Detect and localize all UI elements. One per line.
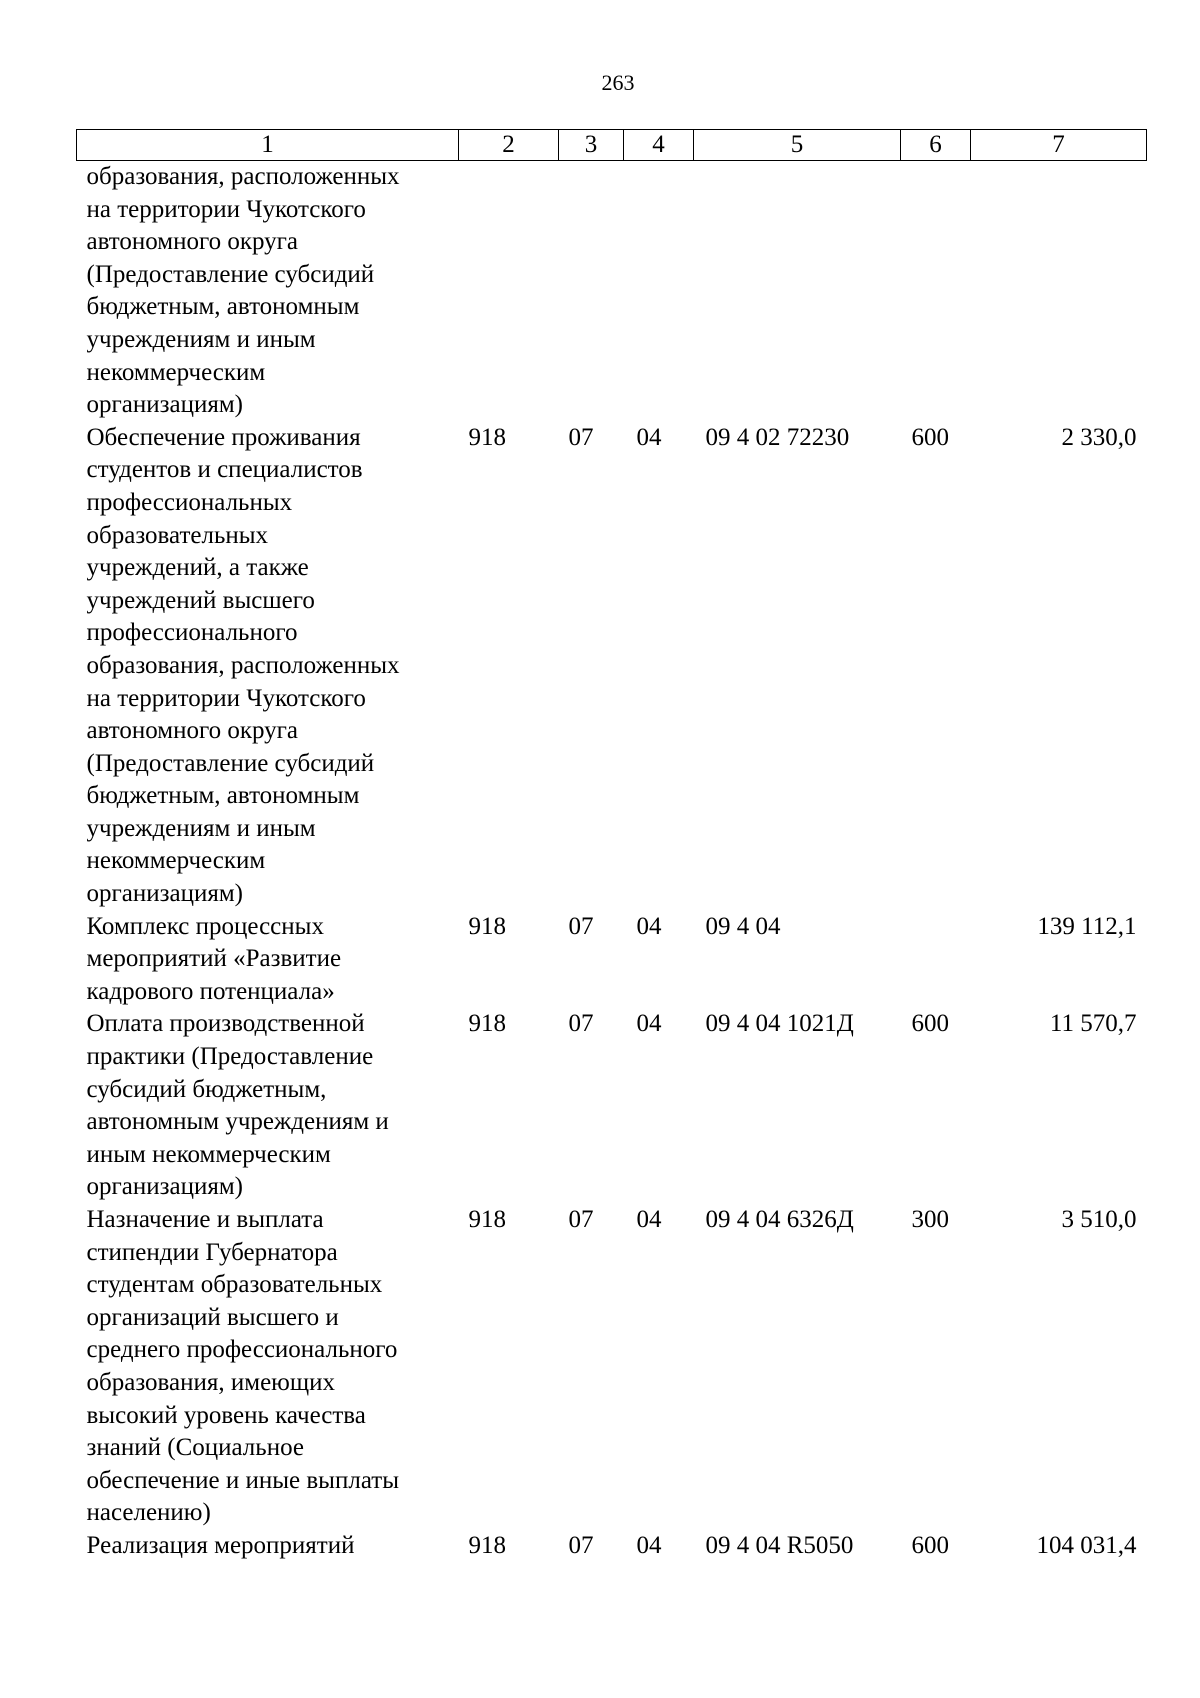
row-name — [77, 1008, 459, 1204]
row-name-line: стипендии Губернатора — [86, 1238, 338, 1266]
row-pr: 04 — [636, 423, 662, 451]
row-name-line: на территории Чукотского — [86, 195, 366, 223]
table-row — [77, 1204, 1147, 1530]
row-name-line: иным некоммерческим — [86, 1140, 331, 1168]
row-name-line: образования, расположенных — [86, 651, 400, 679]
table-header — [77, 130, 1147, 161]
budget-table — [76, 129, 1147, 1563]
row-name-line: Назначение и выплата — [86, 1206, 324, 1233]
row-name-line: Реализация мероприятий — [86, 1531, 355, 1559]
row-name-line: на территории Чукотского — [86, 684, 366, 712]
row-name-line: некоммерческим — [86, 847, 266, 875]
row-name — [77, 422, 459, 911]
row-name-line: образования, имеющих — [86, 1368, 335, 1396]
row-csr: 09 4 04 6326Д — [705, 1206, 854, 1233]
row-name-line: знаний (Социальное — [86, 1434, 304, 1462]
row-rz: 07 — [568, 1531, 594, 1559]
row-vr — [901, 911, 971, 1009]
page-number: 263 — [601, 70, 635, 95]
header-col-4: 4 — [624, 130, 694, 161]
row-name-line: бюджетным, автономным — [86, 782, 360, 810]
header-col-5: 5 — [694, 130, 901, 161]
row-name-line: обеспечение и иные выплаты — [86, 1466, 399, 1494]
row-grbs: 918 — [468, 1531, 506, 1559]
row-csr: 09 4 02 72230 — [705, 423, 850, 451]
header-col-7: 7 — [971, 130, 1147, 161]
row-grbs: 918 — [468, 1206, 506, 1233]
row-grbs: 918 — [468, 423, 506, 451]
row-name-line: образовательных — [86, 521, 269, 549]
row-name-line: студентов и специалистов — [86, 456, 363, 484]
row-name-line: Комплекс процессных — [86, 912, 324, 940]
row-name-line: организаций высшего и — [86, 1303, 339, 1331]
row-csr: 09 4 04 1021Д — [705, 1010, 854, 1038]
row-vr: 600 — [911, 1010, 949, 1038]
row-name-line: субсидий бюджетным, — [86, 1075, 327, 1103]
row-name-line: учреждениям и иным — [86, 814, 316, 842]
table-row — [77, 911, 1147, 1009]
row-name-line: бюджетным, автономным — [86, 293, 360, 321]
row-name — [77, 1204, 459, 1530]
row-vr — [901, 161, 971, 422]
header-row — [77, 130, 1147, 161]
row-grbs — [459, 161, 559, 422]
row-grbs: 918 — [468, 912, 506, 940]
header-col-6: 6 — [901, 130, 971, 161]
row-name-line: профессионального — [86, 619, 298, 647]
header-col-2: 2 — [459, 130, 559, 161]
row-name-line: практики (Предоставление — [86, 1043, 374, 1071]
row-name-line: организациям) — [86, 391, 243, 419]
row-vr: 600 — [911, 1531, 949, 1559]
row-pr: 04 — [636, 912, 662, 940]
row-name-line: учреждений, а также — [86, 554, 309, 582]
row-sum: 3 510,0 — [1061, 1206, 1137, 1233]
row-pr — [624, 161, 694, 422]
row-name — [77, 1530, 459, 1563]
row-name-line: образования, расположенных — [86, 163, 400, 190]
row-name-line: (Предоставление субсидий — [86, 260, 375, 288]
row-name-line: автономным учреждениям и — [86, 1108, 389, 1136]
row-name-line: среднего профессионального — [86, 1336, 398, 1364]
row-name-line: населению) — [86, 1499, 211, 1527]
row-pr: 04 — [636, 1531, 662, 1559]
row-rz — [559, 161, 624, 422]
row-pr: 04 — [636, 1010, 662, 1038]
row-name-line: учреждений высшего — [86, 586, 315, 614]
table-row — [77, 1008, 1147, 1204]
row-name-line: высокий уровень качества — [86, 1401, 366, 1429]
row-rz: 07 — [568, 1206, 594, 1233]
row-sum: 139 112,1 — [1037, 912, 1137, 940]
row-csr: 09 4 04 — [705, 912, 781, 940]
row-name-line: автономного округа — [86, 717, 299, 745]
row-rz: 07 — [568, 912, 594, 940]
row-pr: 04 — [636, 1206, 662, 1233]
row-name — [77, 161, 459, 422]
row-vr: 300 — [911, 1206, 949, 1233]
row-name-line: автономного округа — [86, 228, 299, 256]
row-name-line: учреждениям и иным — [86, 325, 316, 353]
row-name-line: организациям) — [86, 1173, 243, 1201]
row-sum — [971, 161, 1147, 422]
row-name-line: Оплата производственной — [86, 1010, 365, 1038]
row-csr: 09 4 04 R5050 — [705, 1531, 854, 1559]
row-rz: 07 — [568, 1010, 594, 1038]
table-row — [77, 1530, 1147, 1563]
header-col-3: 3 — [559, 130, 624, 161]
row-grbs: 918 — [468, 1010, 506, 1038]
row-sum: 2 330,0 — [1061, 423, 1137, 451]
table-row — [77, 161, 1147, 422]
row-csr — [694, 161, 901, 422]
table-row — [77, 422, 1147, 911]
row-name-line: Обеспечение проживания — [86, 423, 361, 451]
row-name-line: студентам образовательных — [86, 1271, 383, 1299]
table-body — [77, 161, 1147, 1563]
row-sum: 104 031,4 — [1036, 1531, 1137, 1559]
row-name-line: (Предоставление субсидий — [86, 749, 375, 777]
row-name-line: некоммерческим — [86, 358, 266, 386]
header-col-1: 1 — [77, 130, 459, 161]
row-name-line: кадрового потенциала» — [86, 977, 335, 1005]
row-name-line: профессиональных — [86, 488, 293, 516]
row-rz: 07 — [568, 423, 594, 451]
row-sum: 11 570,7 — [1049, 1010, 1137, 1038]
row-name-line: организациям) — [86, 880, 243, 908]
row-vr: 600 — [911, 423, 949, 451]
row-name-line: мероприятий «Развитие — [86, 945, 342, 973]
row-name — [77, 911, 459, 1009]
